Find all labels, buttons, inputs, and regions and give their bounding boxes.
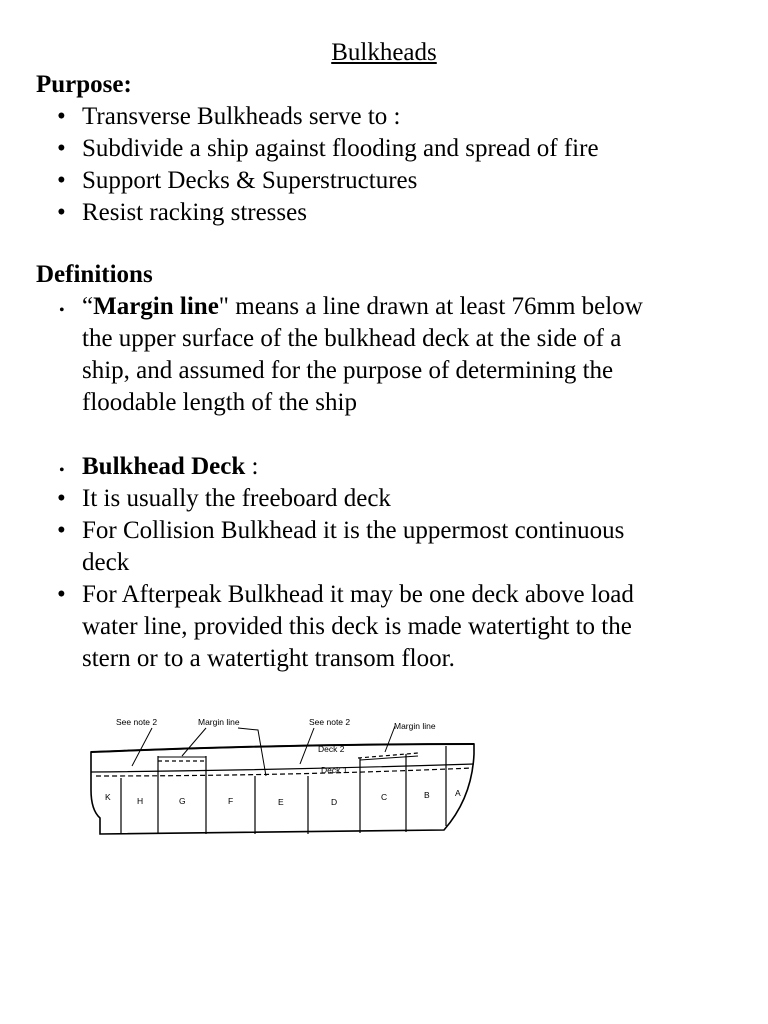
compartment-k-label: K [105,792,111,802]
see-note-right-label: See note 2 [309,717,351,727]
bullet-icon: • [57,485,66,512]
purpose-item: Transverse Bulkheads serve to : [82,103,401,130]
compartment-e-label: E [278,797,284,807]
purpose-item: Subdivide a ship against flooding and spread of fire [82,135,599,162]
bulkhead-deck-item: stern or to a watertight transom floor. [82,645,455,672]
bulkhead-deck-item: It is usually the freeboard deck [82,485,391,512]
compartment-d-label: D [331,797,338,807]
bullet-icon: • [57,199,66,226]
bullet-icon: • [57,103,66,130]
bulkhead-lines [121,746,446,834]
compartment-h-label: H [137,796,144,806]
margin-line-step-right [358,753,418,758]
bulkhead-deck-item: For Afterpeak Bulkhead it may be one deck above load [82,581,634,608]
bullet-icon: • [57,167,66,194]
margin-line-definition [82,292,643,322]
purpose-item: Resist racking stresses [82,199,307,226]
purpose-item: Support Decks & Superstructures [82,167,418,194]
bullet-icon: • [57,581,66,608]
open-quote: “ [82,293,94,320]
bulkhead-deck-item: For Collision Bulkhead it is the uppermost continuous [82,517,625,544]
ship-bulkhead-diagram [88,706,480,846]
definitions-heading: Definitions [36,261,153,288]
bullet-icon: • [57,135,66,162]
bulkhead-deck-definition [82,452,258,482]
margin-line-text: ship, and assumed for the purpose of determining the [82,357,614,384]
margin-line-text: the upper surface of the bulkhead deck at the side of a [82,325,622,352]
compartment-f-label: F [228,796,234,806]
page-title: Bulkheads [331,39,437,66]
margin-line-term: Margin line [93,293,219,320]
hull-outline [91,744,474,834]
see-note-left-label: See note 2 [116,717,158,727]
deck-2-line [91,744,474,752]
bullet-icon: • [59,462,65,479]
purpose-heading: Purpose: [36,71,132,98]
deck-2-label: Deck 2 [318,744,345,754]
compartment-b-label: B [424,790,430,800]
margin-line-text: " means a line drawn at least 76mm below [218,293,643,320]
margin-line-text: floodable length of the ship [82,389,357,416]
bullet-icon: • [57,517,66,544]
bulkhead-deck-term: Bulkhead Deck [82,453,246,480]
compartment-g-label: G [179,796,186,806]
deck-1-label: Deck 1 [321,765,348,775]
margin-line-left-label: Margin line [198,717,240,727]
bulkhead-deck-item: water line, provided this deck is made watertight to the [82,613,632,640]
bullet-icon: • [59,302,65,319]
pointer-lines [132,726,395,776]
compartment-c-label: C [381,792,388,802]
margin-line-right-label: Margin line [394,721,436,731]
ship-profile-svg [88,706,480,846]
bulkhead-deck-item: deck [82,549,130,576]
compartment-a-label: A [455,788,461,798]
bulkhead-deck-colon: : [245,453,259,480]
